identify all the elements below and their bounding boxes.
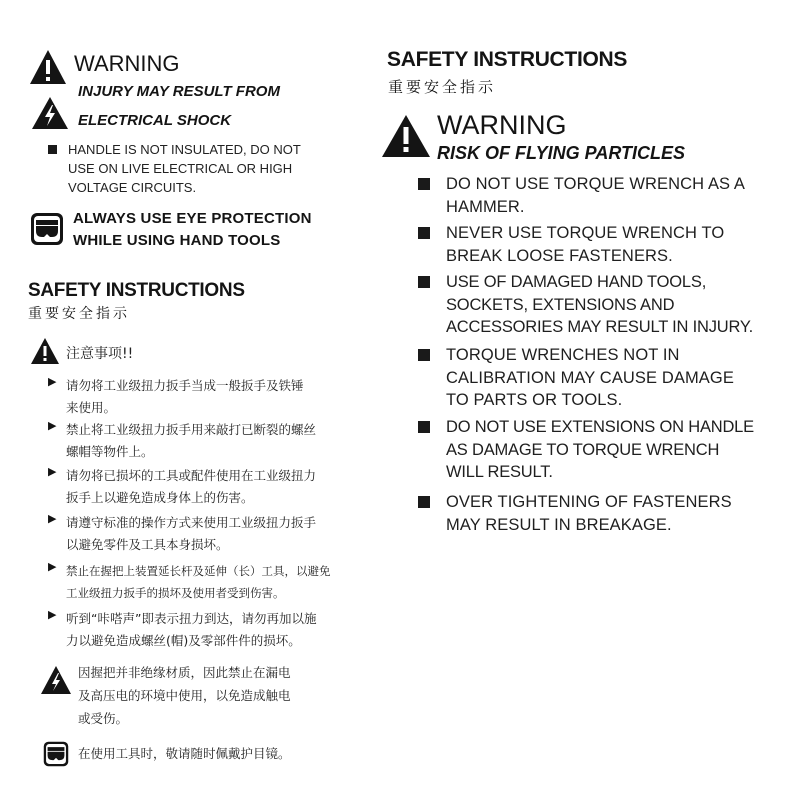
section-subtitle: 重要安全指示 [388,78,497,96]
risk-line: RISK OF FLYING PARTICLES [437,143,686,163]
warning-triangle-icon [28,48,68,86]
shock-cn-line: 或受伤。 [78,711,129,726]
handle-note-line: USE ON LIVE ELECTRICAL OR HIGH [68,161,293,176]
section-title: SAFETY INSTRUCTIONS [28,280,245,301]
electrical-shock-icon [30,95,70,131]
list-item: DO NOT USE EXTENSIONS ON HANDLE AS DAMAGE TO TORQUE WRENCH WILL RESULT. [418,416,778,484]
shock-line: ELECTRICAL SHOCK [78,112,232,129]
bullet-arrow-icon: ▶ [48,420,57,432]
injury-line: INJURY MAY RESULT FROM [78,83,280,100]
warning-triangle-icon [30,337,60,365]
list-item: TORQUE WRENCHES NOT IN CALIBRATION MAY CAUSE DAMAGE TO PARTS OR TOOLS. [418,344,778,412]
electrical-shock-icon [40,665,72,695]
bullet-square-icon [418,496,430,508]
bullet-square-icon [418,276,430,288]
list-item: USE OF DAMAGED HAND TOOLS, SOCKETS, EXTENSIONS AND ACCESSORIES MAY RESULT IN INJURY. [418,271,778,339]
bullet-square-icon [418,349,430,361]
list-item: NEVER USE TORQUE WRENCH TO BREAK LOOSE FASTENERS. [418,222,778,267]
bullet-arrow-icon: ▶ [48,466,57,478]
shock-cn-line: 因握把并非绝缘材质，因此禁止在漏电 [78,665,291,680]
handle-note [48,140,348,200]
eye-protection-icon [30,212,64,246]
list-item: ▶ 禁止在握把上装置延长杆及延伸（长）工具，以避免 工业级扭力扳手的损坏及使用者受到伤害。 [48,561,331,600]
eye-cn-line: 在使用工具时，敬请随时佩戴护目镜。 [78,746,291,761]
attention-label: 注意事项!! [66,346,134,362]
bullet-square-icon [418,227,430,239]
section-subtitle: 重要安全指示 [28,306,130,322]
list-item: ▶ 听到“咔嗒声”即表示扭力到达，请勿再加以施 力以避免造成螺丝(帽)及零部件件的损坏。 [48,609,317,648]
bullet-arrow-icon: ▶ [48,609,57,621]
list-item: ▶ 禁止将工业级扭力扳手用来敲打已断裂的螺丝 螺帽等物件上。 [48,420,317,459]
bullet-square-icon [418,421,430,433]
warning-triangle-icon [380,113,432,159]
bullet-square-icon [48,145,57,154]
list-item: DO NOT USE TORQUE WRENCH AS A HAMMER. [418,173,778,218]
warning-title: WARNING [437,110,567,140]
shock-cn-line: 及高压电的环境中使用，以免造成触电 [78,688,291,703]
list-item: ▶ 请勿将工业级扭力扳手当成一般扳手及铁锤 来使用。 [48,376,304,415]
list-item: ▶ 请勿将已损坏的工具或配件使用在工业级扭力 扳手上以避免造成身体上的伤害。 [48,466,317,505]
eye-protection-line: ALWAYS USE EYE PROTECTION [73,210,312,227]
eye-protection-line: WHILE USING HAND TOOLS [73,232,281,249]
bullet-arrow-icon: ▶ [48,376,57,388]
warning-title: WARNING [74,51,180,76]
handle-note-line: VOLTAGE CIRCUITS. [68,180,197,195]
bullet-arrow-icon: ▶ [48,561,57,573]
list-item: ▶ 请遵守标准的操作方式来使用工业级扭力扳手 以避免零件及工具本身损坏。 [48,513,317,552]
eye-protection-icon [43,741,69,767]
handle-note-line: HANDLE IS NOT INSULATED, DO NOT [68,142,301,157]
section-title: SAFETY INSTRUCTIONS [387,48,628,71]
bullet-square-icon [418,178,430,190]
bullet-arrow-icon: ▶ [48,513,57,525]
list-item: OVER TIGHTENING OF FASTENERS MAY RESULT IN BREAKAGE. [418,491,778,536]
